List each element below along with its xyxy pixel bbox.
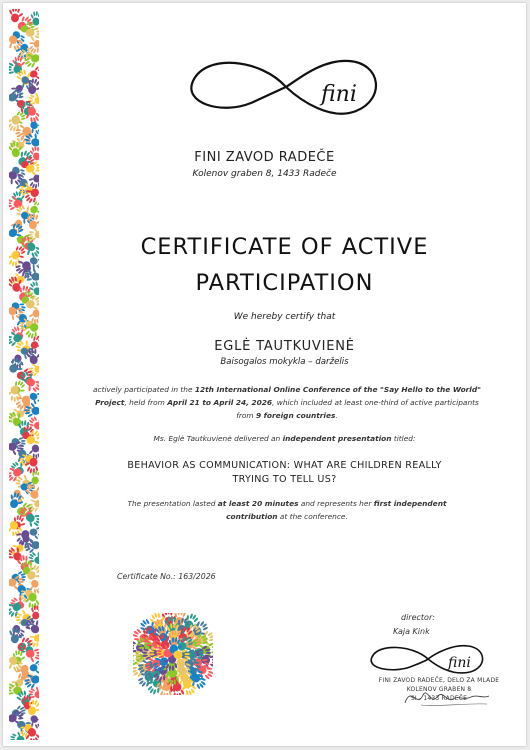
conference-name: 12th International Online Conference of the "Say Hello to the World" Project xyxy=(95,385,481,407)
fini-logo xyxy=(181,51,391,123)
handprint-icon xyxy=(9,385,22,403)
handprint-emblem xyxy=(133,613,213,695)
presentation-duration: The presentation lasted at least 20 minutes and represents her first independent contribution at the conference. xyxy=(127,499,447,521)
certificate-title xyxy=(63,229,506,301)
countries-count: 9 foreign countries xyxy=(255,411,336,420)
certificate-page xyxy=(3,3,526,746)
title-line-1: CERTIFICATE OF ACTIVE xyxy=(140,234,429,260)
logo-text: fini xyxy=(321,82,357,107)
director-name: Kaja Kink xyxy=(393,627,430,636)
stamp-line-3: SI - 1433 RADEČE xyxy=(410,695,468,702)
recipient-name: EGLĖ TAUTKUVIENĖ xyxy=(214,339,355,354)
organization-address: Kolenov graben 8, 1433 Radeče xyxy=(192,169,337,179)
handprint-icon xyxy=(29,526,39,540)
handprint-border xyxy=(9,9,39,740)
certificate-number: Certificate No.: 163/2026 xyxy=(117,572,216,581)
organization-name: FINI ZAVOD RADEČE xyxy=(194,150,335,165)
presentation-title: BEHAVIOR AS COMMUNICATION: WHAT ARE CHILDREN REALLY TRYING TO TELL US? xyxy=(127,460,442,485)
stamp-line-2: KOLENOV GRABEN 8 xyxy=(406,686,472,693)
certify-text: We hereby certify that xyxy=(233,312,336,322)
director-label: director: xyxy=(401,613,435,622)
conference-dates: April 21 to April 24, 2026 xyxy=(167,398,273,407)
handprint-icon xyxy=(9,9,23,22)
handprint-icon xyxy=(9,627,24,644)
director-signature xyxy=(401,679,493,711)
title-line-2: PARTICIPATION xyxy=(195,270,374,296)
stamp-logo-text: fini xyxy=(448,655,471,671)
recipient-institution: Baisogalos mokykla – darželis xyxy=(220,357,349,367)
handprint-icon xyxy=(22,239,39,261)
handprint-icon xyxy=(9,250,22,268)
presentation-intro: Ms. Eglė Tautkuvienė delivered an independent presentation titled: xyxy=(153,434,416,443)
stamp-line-1: FINI ZAVOD RADEČE, DELO ZA MLADE xyxy=(378,677,500,684)
participation-text: actively participated in the 12th International Online Conference of the "Say Hello to the World" Project, held from April 21 to April 24, 2026, which included at least one-third of active participants from 9 foreign countries. xyxy=(93,385,481,420)
